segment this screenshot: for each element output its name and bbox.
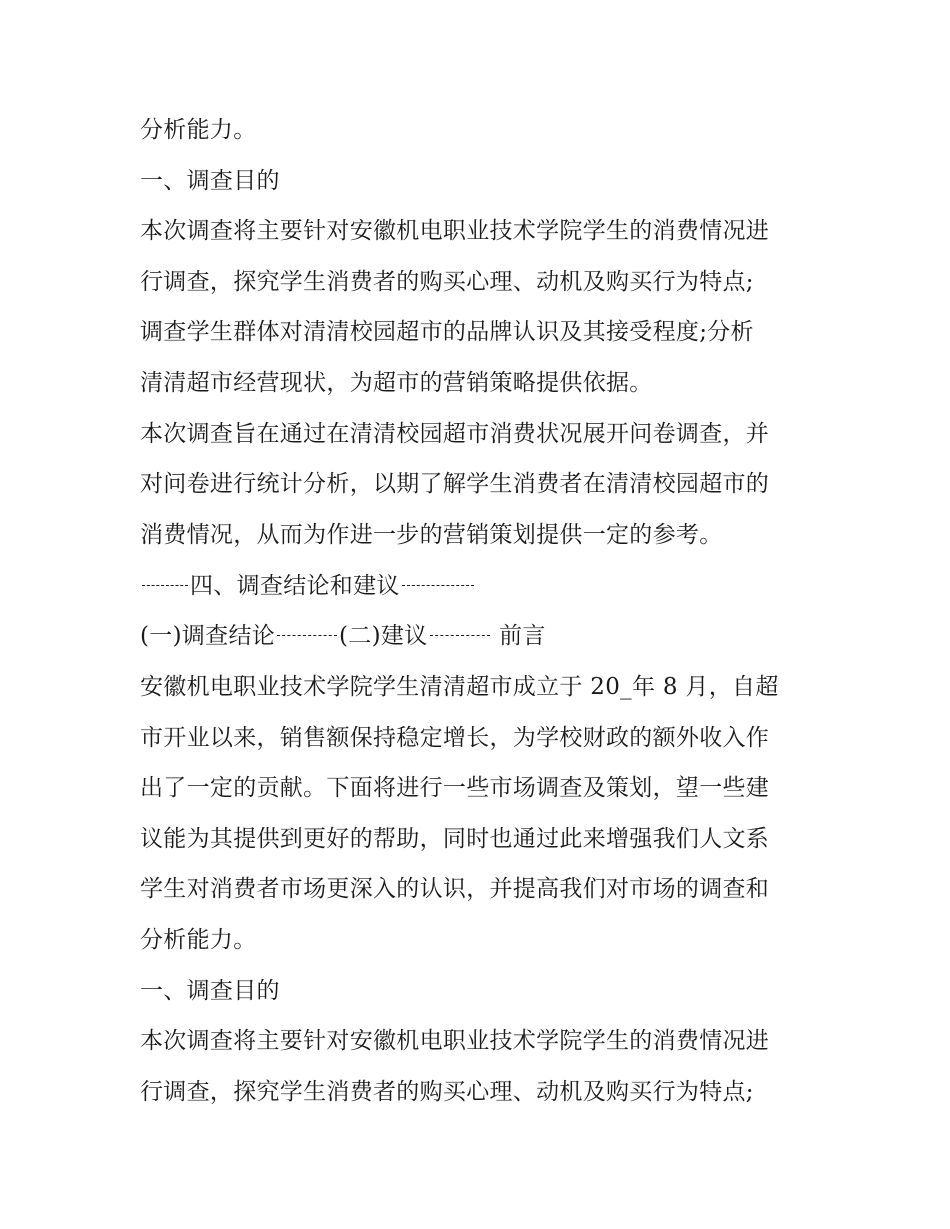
text-line: 市开业以来，销售额保持稳定增长，为学校财政的额外收入作 [140, 725, 770, 751]
text-line: 行调查，探究学生消费者的购买心理、动机及购买行为特点; [140, 1079, 754, 1105]
text-line: 调查学生群体对清清校园超市的品牌认识及其接受程度;分析 [140, 319, 754, 345]
toc-preface: 前言 [499, 623, 546, 649]
text-line: 消费情况，从而为作进一步的营销策划提供一定的参考。 [140, 522, 723, 548]
toc-leader [277, 635, 337, 636]
toc-sub-conclusion: (一)调查结论 [140, 623, 276, 649]
toc-entry-conclusions [140, 568, 830, 604]
text-line: 分析能力。 [140, 927, 257, 953]
text-line: 本次调查将主要针对安徽机电职业技术学院学生的消费情况进 [140, 1028, 770, 1054]
text-line: 分析能力。 [140, 117, 257, 143]
text-line: 本次调查旨在通过在清清校园超市消费状况展开问卷调查，并 [140, 421, 770, 447]
text-line: 清清超市经营现状，为超市的营销策略提供依据。 [140, 370, 653, 396]
toc-leader [402, 585, 474, 586]
toc-heading-4: 四、调查结论和建议 [190, 573, 400, 599]
toc-leader [142, 585, 188, 586]
text-line: 议能为其提供到更好的帮助，同时也通过此来增强我们人文系 [140, 826, 770, 852]
text-line: 出了一定的贡献。下面将进行一些市场调查及策划，望一些建 [140, 775, 770, 801]
text-line: 本次调查将主要针对安徽机电职业技术学院学生的消费情况进 [140, 218, 770, 244]
section-heading: 一、调查目的 [140, 168, 280, 194]
text-line: 学生对消费者市场更深入的认识，并提高我们对市场的调查和 [140, 876, 770, 902]
text-line: 行调查，探究学生消费者的购买心理、动机及购买行为特点; [140, 269, 754, 295]
text-line: 对问卷进行统计分析，以期了解学生消费者在清清校园超市的 [140, 471, 770, 497]
text-line: 安徽机电职业技术学院学生清清超市成立于 20_年 8 月，自超 [140, 674, 779, 700]
toc-leader [430, 635, 490, 636]
section-heading: 一、调查目的 [140, 978, 280, 1004]
toc-entry-subsections [140, 618, 830, 654]
toc-sub-suggestion: (二)建议 [339, 623, 428, 649]
